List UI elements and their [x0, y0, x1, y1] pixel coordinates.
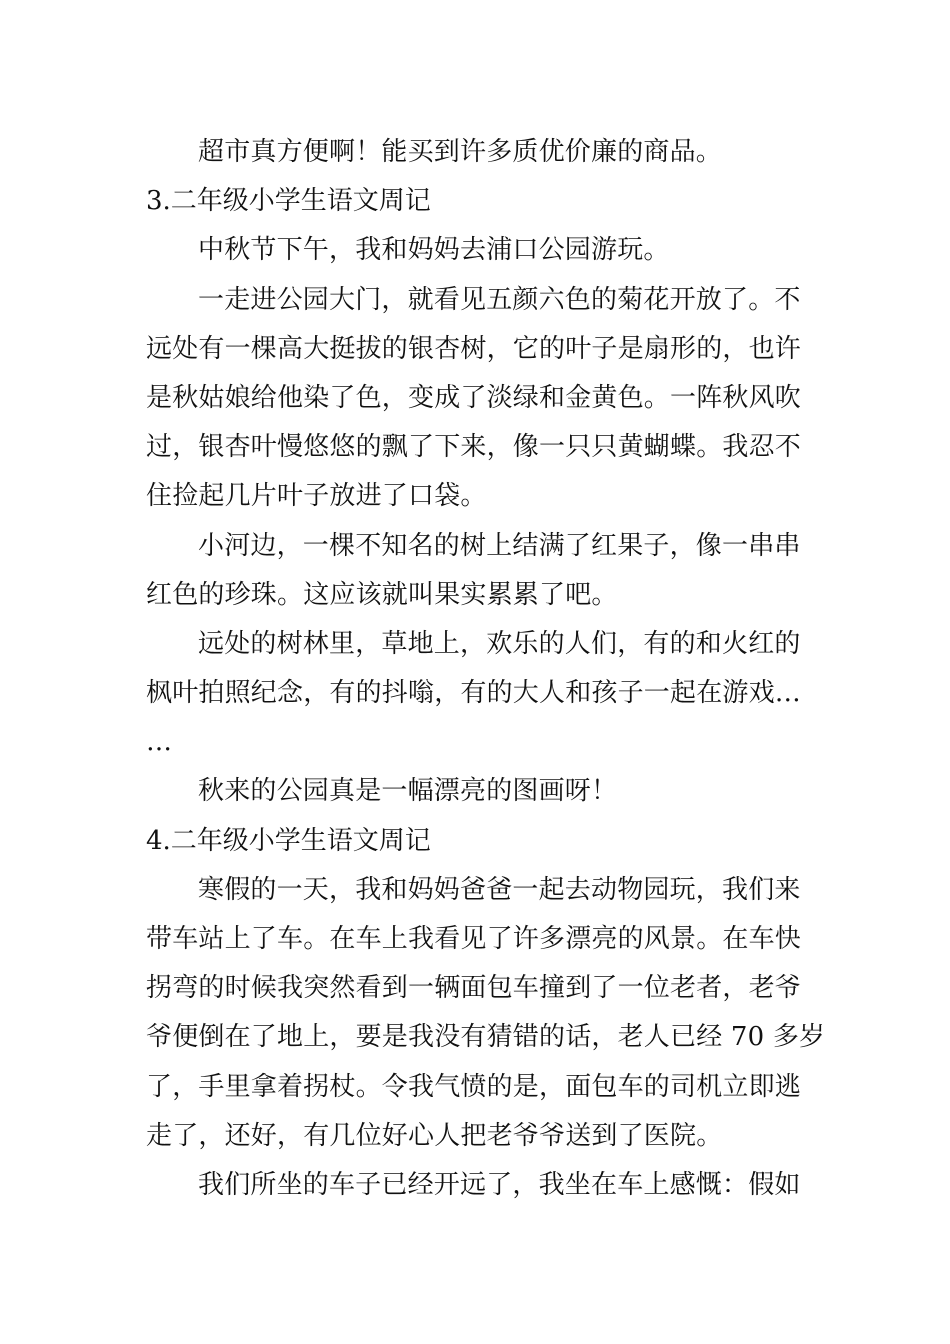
section-heading: 3.二年级小学生语文周记 — [146, 186, 431, 217]
paragraph-line: 中秋节下午，我和妈妈去浦口公园游玩。 — [198, 235, 670, 266]
paragraph-line: 我们所坐的车子已经开远了，我坐在车上感慨：假如 — [198, 1169, 801, 1200]
paragraph-line: 了，手里拿着拐杖。令我气愤的是，面包车的司机立即逃 — [146, 1071, 802, 1102]
paragraph-line: 枫叶拍照纪念，有的抖嗡，有的大人和孩子一起在游戏… — [146, 678, 802, 709]
paragraph-line: 远处的树林里，草地上，欢乐的人们，有的和火红的 — [198, 628, 801, 659]
paragraph-line: 超市真方便啊！能买到许多质优价廉的商品。 — [198, 137, 723, 167]
paragraph-line: 秋来的公园真是一幅漂亮的图画呀！ — [198, 776, 618, 807]
paragraph-line: 寒假的一天，我和妈妈爸爸一起去动物园玩，我们来 — [198, 874, 801, 905]
paragraph-line: 爷便倒在了地上，要是我没有猜错的话，老人已经 70 多岁 — [146, 1022, 826, 1053]
paragraph-line: 过，银杏叶慢悠悠的飘了下来，像一只只黄蝴蝶。我忍不 — [146, 432, 802, 463]
paragraph-line: 小河边，一棵不知名的树上结满了红果子，像一串串 — [198, 530, 801, 561]
paragraph-line: 红色的珍珠。这应该就叫果实累累了吧。 — [146, 579, 618, 610]
paragraph-line: 拐弯的时候我突然看到一辆面包车撞到了一位老者，老爷 — [146, 973, 802, 1004]
paragraph-line: 一走进公园大门，就看见五颜六色的菊花开放了。不 — [198, 284, 801, 315]
paragraph-line: … — [146, 727, 173, 758]
paragraph-line: 是秋姑娘给他染了色，变成了淡绿和金黄色。一阵秋风吹 — [146, 382, 802, 413]
section-heading: 4.二年级小学生语文周记 — [146, 825, 431, 856]
paragraph-line: 远处有一棵高大挺拔的银杏树，它的叶子是扇形的，也许 — [146, 333, 802, 364]
paragraph-line: 带车站上了车。在车上我看见了许多漂亮的风景。在车快 — [146, 924, 802, 954]
paragraph-line: 住捡起几片叶子放进了口袋。 — [146, 481, 487, 512]
document-page — [146, 128, 826, 1210]
paragraph-line: 走了，还好，有几位好心人把老爷爷送到了医院。 — [146, 1120, 723, 1151]
